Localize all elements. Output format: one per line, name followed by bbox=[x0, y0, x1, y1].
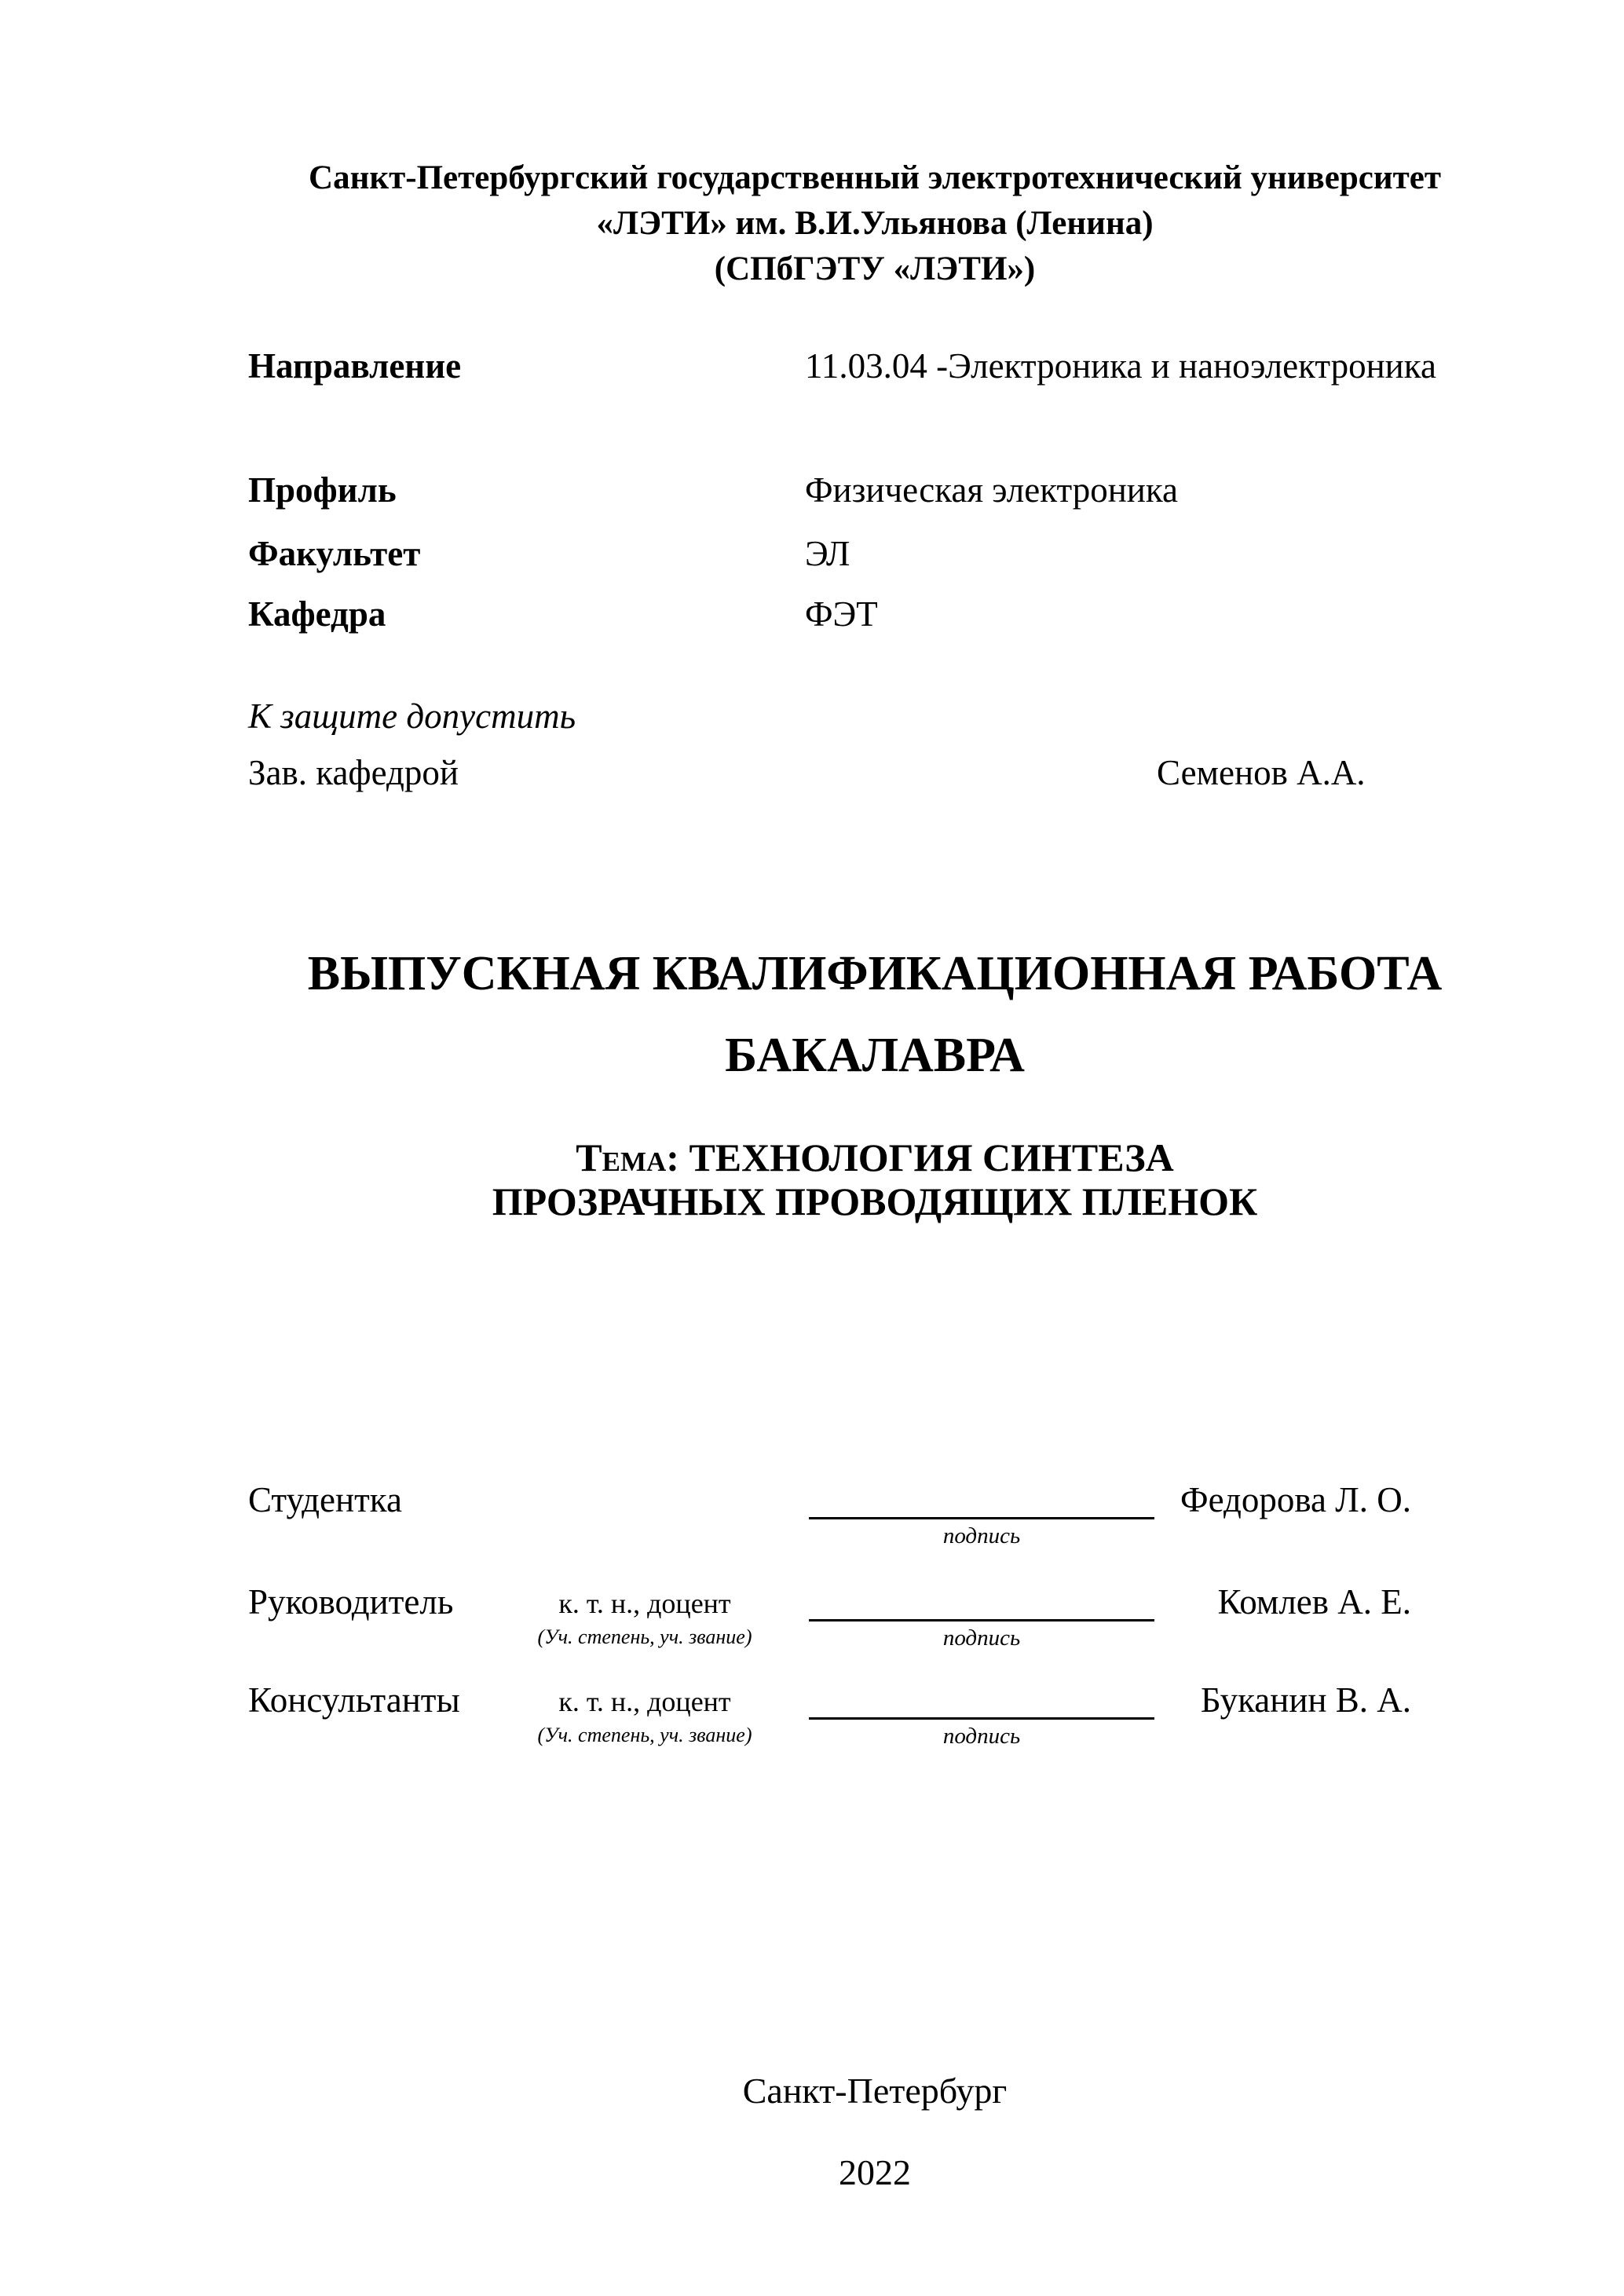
student-signature-line bbox=[809, 1479, 1154, 1519]
university-name-line: Санкт-Петербургский государственный электротехнический университет bbox=[309, 159, 1441, 196]
university-header bbox=[248, 155, 1501, 292]
permit-to-defense-line: К защите допустить bbox=[248, 696, 576, 736]
head-of-department-row bbox=[248, 752, 1501, 793]
info-row-direction bbox=[248, 345, 1501, 386]
signature-row-consultants bbox=[248, 1680, 1501, 1774]
signature-row-supervisor bbox=[248, 1581, 1501, 1676]
direction-label: Направление bbox=[248, 346, 462, 386]
info-row-profile bbox=[248, 470, 1501, 510]
supervisor-degree-note: (Уч. степень, уч. звание) bbox=[537, 1625, 752, 1648]
signature-row-student bbox=[248, 1479, 1501, 1574]
theme-block bbox=[248, 1135, 1501, 1223]
student-role-label: Студентка bbox=[248, 1480, 402, 1519]
consultants-degree: к. т. н., доцент bbox=[558, 1686, 731, 1717]
supervisor-signature-caption: подпись bbox=[942, 1625, 1021, 1651]
info-row-department bbox=[248, 594, 1501, 634]
footer-city: Санкт-Петербург bbox=[742, 2071, 1008, 2111]
department-label: Кафедра bbox=[248, 594, 386, 634]
footer-year: 2022 bbox=[839, 2152, 911, 2192]
supervisor-name: Комлев А. Е. bbox=[1217, 1582, 1411, 1621]
department-value: ФЭТ bbox=[805, 594, 878, 634]
work-title-line2: БАКАЛАВРА bbox=[725, 1029, 1025, 1082]
consultants-role-label: Консультанты bbox=[248, 1680, 460, 1720]
info-row-faculty bbox=[248, 533, 1501, 574]
student-signature-caption: подпись bbox=[942, 1523, 1021, 1548]
university-abbrev-line: (СПбГЭТУ «ЛЭТИ») bbox=[714, 250, 1036, 287]
consultants-degree-note: (Уч. степень, уч. звание) bbox=[537, 1724, 752, 1746]
direction-value: 11.03.04 -Электроника и наноэлектроника bbox=[805, 346, 1436, 386]
work-title-line1: ВЫПУСКНАЯ КВАЛИФИКАЦИОННАЯ РАБОТА bbox=[307, 947, 1443, 1000]
faculty-value: ЭЛ bbox=[805, 534, 850, 573]
supervisor-signature-line bbox=[809, 1581, 1154, 1621]
theme-title-part2: ПРОЗРАЧНЫХ ПРОВОДЯЩИХ ПЛЕНОК bbox=[492, 1179, 1258, 1223]
supervisor-degree: к. т. н., доцент bbox=[558, 1588, 731, 1619]
supervisor-role-label: Руководитель bbox=[248, 1582, 454, 1621]
head-of-department-name: Семенов А.А. bbox=[1157, 753, 1366, 792]
theme-line1 bbox=[248, 1135, 1501, 1179]
consultants-name: Буканин В. А. bbox=[1200, 1680, 1411, 1720]
theme-prefix: Тема: bbox=[576, 1135, 679, 1179]
consultants-signature-line bbox=[809, 1680, 1154, 1720]
profile-value: Физическая электроника bbox=[805, 470, 1179, 510]
work-title bbox=[248, 933, 1501, 1096]
head-of-department-label: Зав. кафедрой bbox=[248, 753, 459, 792]
faculty-label: Факультет bbox=[248, 534, 421, 573]
consultants-signature-caption: подпись bbox=[942, 1724, 1021, 1749]
profile-label: Профиль bbox=[248, 470, 397, 510]
student-name: Федорова Л. О. bbox=[1180, 1480, 1411, 1519]
university-alias-line: «ЛЭТИ» им. В.И.Ульянова (Ленина) bbox=[596, 205, 1154, 242]
page-content bbox=[248, 0, 1501, 2296]
theme-title-part1: ТЕХНОЛОГИЯ СИНТЕЗА bbox=[689, 1135, 1174, 1179]
